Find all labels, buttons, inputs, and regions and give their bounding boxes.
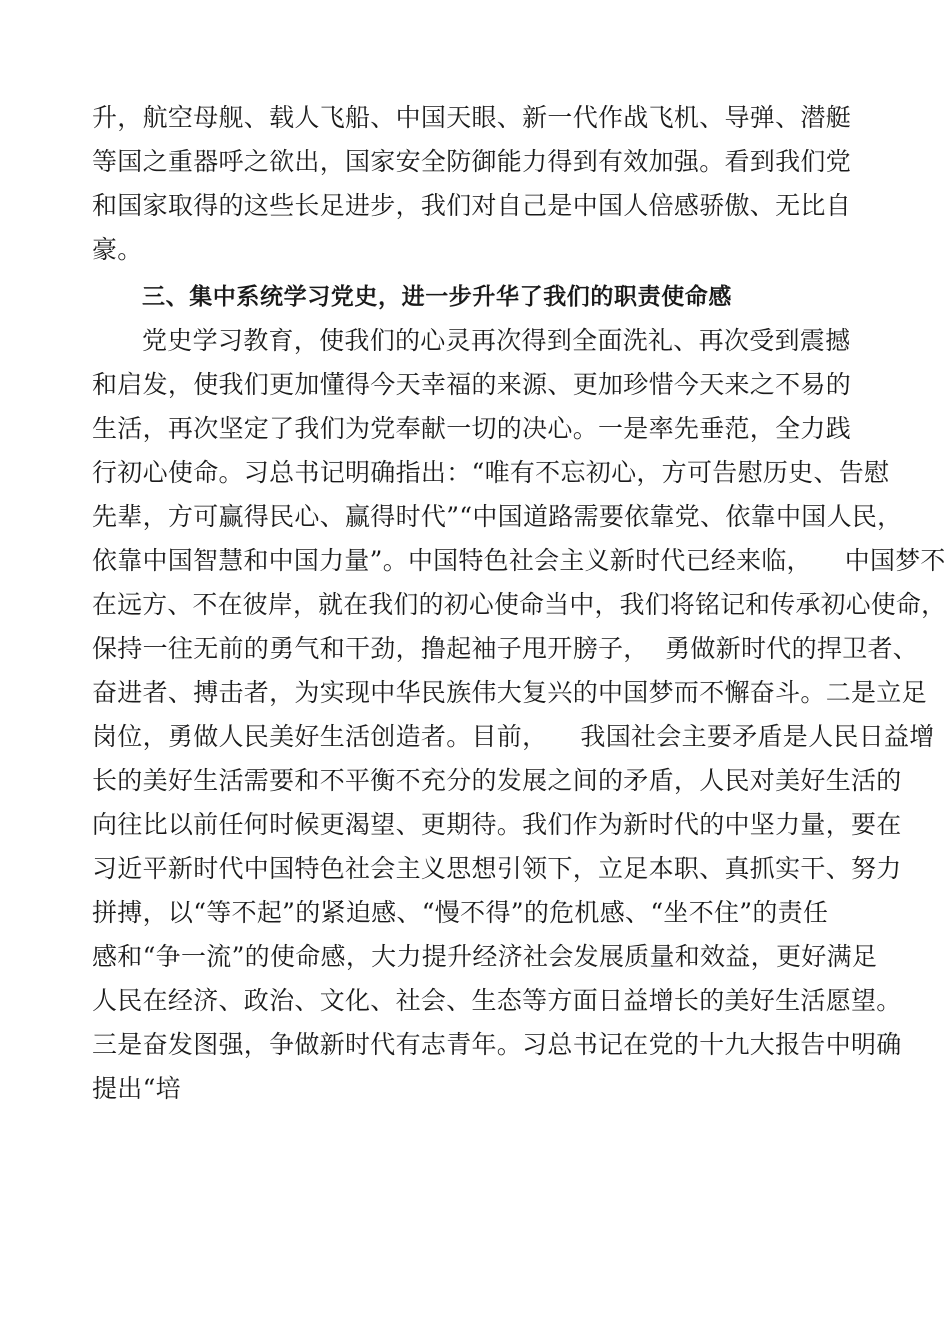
text-line: 行初心使命。习总书记明确指出：“唯有不忘初心，方可告慰历史、告慰 (92, 458, 890, 487)
text-line: 提出“培 (92, 1074, 181, 1103)
text-line: 长的美好生活需要和不平衡不充分的发展之间的矛盾，人民对美好生活的 (92, 766, 902, 795)
text-line: 岗位，勇做人民美好生活创造者。目前， 我国社会主要矛盾是人民日益增 (92, 722, 935, 751)
text-line: 和启发，使我们更加懂得今天幸福的来源、更加珍惜今天来之不易的 (92, 370, 852, 399)
text-line: 习近平新时代中国特色社会主义思想引领下，立足本职、真抓实干、努力 (92, 854, 902, 883)
text-line: 和国家取得的这些长足进步，我们对自己是中国人倍感骄傲、无比自 (92, 191, 852, 220)
text-line: 升，航空母舰、载人飞船、中国天眼、新一代作战飞机、导弹、潜艇 (92, 103, 852, 132)
text-line: 党史学习教育，使我们的心灵再次得到全面洗礼、再次受到震撼 (142, 326, 851, 355)
text-line: 先辈，方可赢得民心、赢得时代”“中国道路需要依靠党、依靠中国人民， (92, 502, 903, 531)
section-heading: 三、集中系统学习党史，进一步升华了我们的职责使命感 (142, 284, 732, 310)
text-line: 感和“争一流”的使命感，大力提升经济社会发展质量和效益，更好满足 (92, 942, 878, 971)
text-line: 拼搏，以“等不起”的紧迫感、“慢不得”的危机感、“坐不住”的责任 (92, 898, 829, 927)
text-line: 依靠中国智慧和中国力量”。中国特色社会主义新时代已经来临， 中国梦不 (92, 546, 946, 575)
text-line: 等国之重器呼之欲出，国家安全防御能力得到有效加强。看到我们党 (92, 147, 852, 176)
text-line: 奋进者、搏击者，为实现中华民族伟大复兴的中国梦而不懈奋斗。二是立足 (92, 678, 927, 707)
text-line: 向往比以前任何时候更渴望、更期待。我们作为新时代的中坚力量，要在 (92, 810, 902, 839)
text-line: 保持一往无前的勇气和干劲，撸起袖子甩开膀子， 勇做新时代的捍卫者、 (92, 634, 919, 663)
text-line: 人民在经济、政治、文化、社会、生态等方面日益增长的美好生活愿望。 (92, 986, 902, 1015)
text-line: 三是奋发图强，争做新时代有志青年。习总书记在党的十九大报告中明确 (92, 1030, 902, 1059)
text-line: 豪。 (92, 235, 143, 264)
text-line: 生活，再次坚定了我们为党奉献一切的决心。一是率先垂范，全力践 (92, 414, 852, 443)
text-line: 在远方、不在彼岸，就在我们的初心使命当中，我们将铭记和传承初心使命， (92, 590, 947, 619)
